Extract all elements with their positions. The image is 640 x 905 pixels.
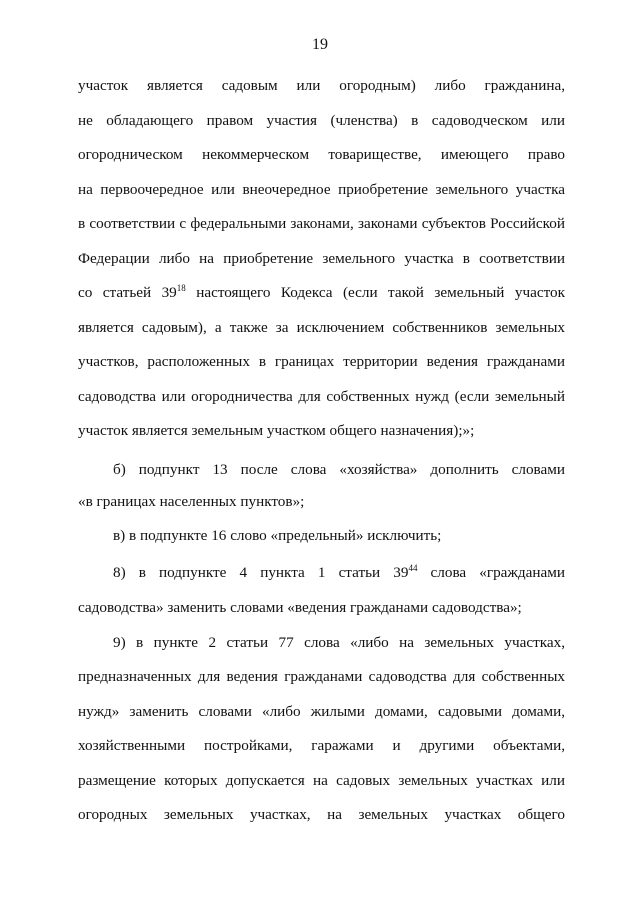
text-line: является садовым), а также за исключением собственников земельных <box>78 319 565 336</box>
text-line: предназначенных для ведения гражданами садоводства для собственных <box>78 668 565 685</box>
text-run: слова «гражданами <box>417 564 565 581</box>
text-line: на первоочередное или внеочередное приобретение земельного участка <box>78 181 565 198</box>
text-line: участков, расположенных в границах территории ведения гражданами <box>78 353 565 370</box>
page-number: 19 <box>312 36 328 53</box>
text-line <box>78 283 565 303</box>
text-line: 9) в пункте 2 статьи 77 слова «либо на земельных участках, <box>113 634 565 651</box>
superscript: 44 <box>408 563 418 573</box>
superscript: 18 <box>176 283 186 293</box>
text-line: садоводства» заменить словами «ведения гражданами садоводства»; <box>78 599 522 616</box>
text-line: не обладающего правом участия (членства) в садоводческом или <box>78 112 565 129</box>
text-line: в) в подпункте 16 слово «предельный» исключить; <box>113 527 442 544</box>
text-line: в соответствии с федеральными законами, законами субъектов Российской <box>78 215 565 232</box>
text-line: нужд» заменить словами «либо жилыми домами, садовыми домами, <box>78 703 565 720</box>
text-line: огородных земельных участках, на земельных участках общего <box>78 806 565 823</box>
text-line <box>113 563 565 583</box>
text-line: хозяйственными постройками, гаражами и другими объектами, <box>78 737 565 754</box>
text-line: участок является земельным участком общего назначения);»; <box>78 422 475 439</box>
text-line: садоводства или огородничества для собственных нужд (если земельный <box>78 388 565 405</box>
text-line: «в границах населенных пунктов»; <box>78 493 305 510</box>
text-line: размещение которых допускается на садовых земельных участках или <box>78 772 565 789</box>
text-line: участок является садовым или огородным) либо гражданина, <box>78 77 565 94</box>
text-line: огородническом некоммерческом товариществе, имеющего право <box>78 146 565 163</box>
text-run: 8) в подпункте 4 пункта 1 статьи 39 <box>113 564 409 581</box>
text-line: б) подпункт 13 после слова «хозяйства» дополнить словами <box>113 461 565 478</box>
text-line: Федерации либо на приобретение земельного участка в соответствии <box>78 250 565 267</box>
text-run: со статьей 39 <box>78 284 177 301</box>
text-run: настоящего Кодекса (если такой земельный участок <box>185 284 566 301</box>
